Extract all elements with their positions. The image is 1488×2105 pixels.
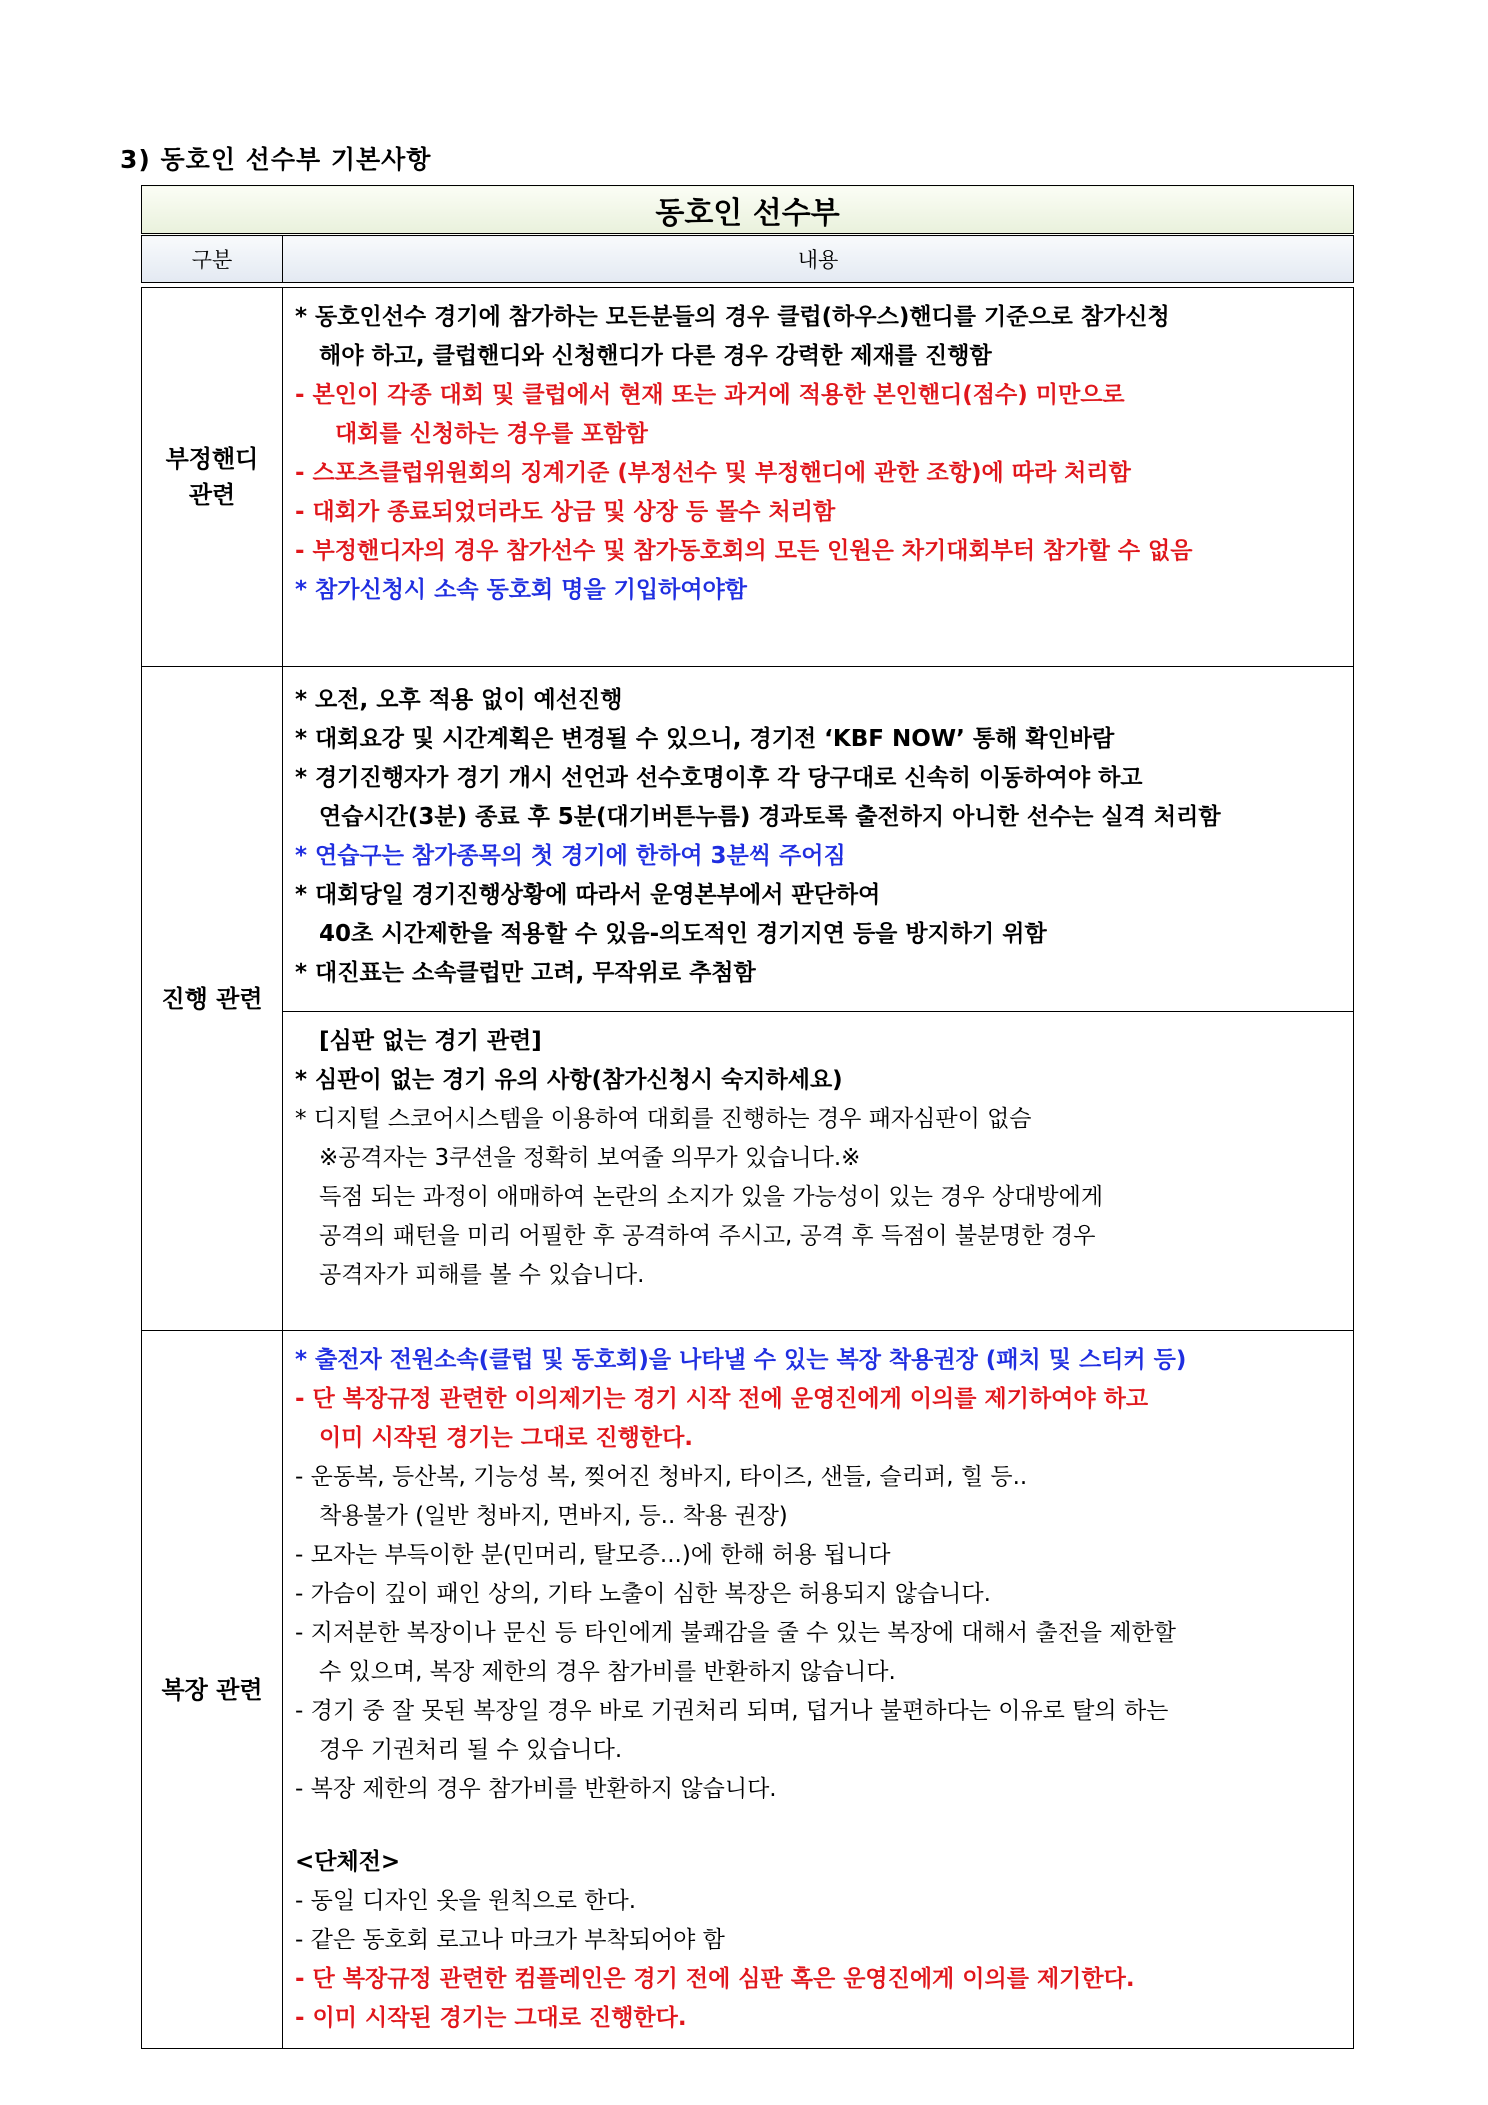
content-line: - 모자는 부득이한 분(민머리, 탈모증...)에 한해 허용 됩니다 <box>295 1542 891 1568</box>
content-line: * 동호인선수 경기에 참가하는 모든분들의 경우 클럽(하우스)핸디를 기준으로 참가신청 <box>295 304 1170 330</box>
content-line: * 출전자 전원소속(클럽 및 동호회)을 나타낼 수 있는 복장 착용권장 (패치 및 스티커 등) <box>295 1347 1187 1373</box>
content-line: 연습시간(3분) 종료 후 5분(대기버튼누름) 경과토록 출전하지 아니한 선수는 실격 처리함 <box>319 804 1221 830</box>
content-line: - 스포츠클럽위원회의 징계기준 (부정선수 및 부정핸디에 관한 조항)에 따라 처리함 <box>295 460 1131 486</box>
content-line: 해야 하고, 클럽핸디와 신청핸디가 다른 경우 강력한 제재를 진행함 <box>319 343 992 369</box>
content-line: 이미 시작된 경기는 그대로 진행한다. <box>319 1425 694 1451</box>
content-line: - 같은 동호회 로고나 마크가 부착되어야 함 <box>295 1927 725 1953</box>
content-line: * 심판이 없는 경기 유의 사항(참가신청시 숙지하세요) <box>295 1067 843 1093</box>
content-line: * 오전, 오후 적용 없이 예선진행 <box>295 687 623 713</box>
content-lines <box>295 298 1345 610</box>
content-line: 공격의 패턴을 미리 어필한 후 공격하여 주시고, 공격 후 득점이 불분명한 경우 <box>319 1223 1096 1249</box>
content-line: - 복장 제한의 경우 참가비를 반환하지 않습니다. <box>295 1776 777 1802</box>
content-line: 공격자가 피해를 볼 수 있습니다. <box>319 1262 645 1288</box>
content-cell <box>283 667 1354 1012</box>
content-line: 수 있으며, 복장 제한의 경우 참가비를 반환하지 않습니다. <box>319 1659 896 1685</box>
content-line: * 경기진행자가 경기 개시 선언과 선수호명이후 각 당구대로 신속히 이동하여야 하고 <box>295 765 1143 791</box>
content-line: - 경기 중 잘 못된 복장일 경우 바로 기권처리 되며, 덥거나 불편하다는 이유로 탈의 하는 <box>295 1698 1169 1724</box>
content-lines <box>295 1341 1345 2038</box>
category-label: 진행 관련 <box>161 984 263 1013</box>
content-line: - 이미 시작된 경기는 그대로 진행한다. <box>295 2005 687 2031</box>
content-line: [심판 없는 경기 관련] <box>319 1028 542 1054</box>
content-line: * 대회요강 및 시간계획은 변경될 수 있으니, 경기전 ‘KBF NOW’ 통해 확인바람 <box>295 726 1115 752</box>
category-cell <box>142 667 283 1331</box>
content-line: - 대회가 종료되었더라도 상금 및 상장 등 몰수 처리함 <box>295 499 836 525</box>
section-row-handicap <box>142 288 1354 667</box>
content-line: * 디지털 스코어시스템을 이용하여 대회를 진행하는 경우 패자심판이 없슴 <box>295 1106 1032 1132</box>
content-line: 경우 기권처리 될 수 있습니다. <box>319 1737 623 1763</box>
col-header-category: 구분 <box>142 235 283 283</box>
category-cell <box>142 1331 283 2049</box>
content-line: ※공격자는 3쿠션을 정확히 보여줄 의무가 있습니다.※ <box>319 1145 861 1171</box>
content-line: * 대회당일 경기진행상황에 따라서 운영본부에서 판단하여 <box>295 882 881 908</box>
content-cell <box>283 288 1354 667</box>
content-line: 득점 되는 과정이 애매하여 논란의 소지가 있을 가능성이 있는 경우 상대방에게 <box>319 1184 1104 1210</box>
content-line: 40초 시간제한을 적용할 수 있음-의도적인 경기지연 등을 방지하기 위함 <box>319 921 1047 947</box>
table-title: 동호인 선수부 <box>142 186 1354 235</box>
category-cell <box>142 288 283 667</box>
content-line: - 본인이 각종 대회 및 클럽에서 현재 또는 과거에 적용한 본인핸디(점수) 미만으로 <box>295 382 1125 408</box>
content-line: 착용불가 (일반 청바지, 면바지, 등.. 착용 권장) <box>319 1503 788 1529</box>
rules-table <box>141 185 1354 2049</box>
content-line: - 지저분한 복장이나 문신 등 타인에게 불쾌감을 줄 수 있는 복장에 대해서 출전을 제한할 <box>295 1620 1176 1646</box>
category-label: 부정핸디 관련 <box>165 445 259 509</box>
content-line: - 단 복장규정 관련한 컴플레인은 경기 전에 심판 혹은 운영진에게 이의를 제기한다. <box>295 1966 1135 1992</box>
content-line <box>295 1809 1345 1843</box>
col-header-content: 내용 <box>283 235 1354 283</box>
content-cell <box>283 1012 1354 1331</box>
content-cell <box>283 1331 1354 2049</box>
section-heading: 3) 동호인 선수부 기본사항 <box>120 145 432 174</box>
section-row-dress <box>142 1331 1354 2049</box>
content-line: - 부정핸디자의 경우 참가선수 및 참가동호회의 모든 인원은 차기대회부터 참가할 수 없음 <box>295 538 1193 564</box>
content-line: * 대진표는 소속클럽만 고려, 무작위로 추첨함 <box>295 960 756 986</box>
content-line: - 운동복, 등산복, 기능성 복, 찢어진 청바지, 타이즈, 샌들, 슬리퍼, 힐 등.. <box>295 1464 1028 1490</box>
section-row-progress <box>142 667 1354 1012</box>
category-label: 복장 관련 <box>161 1675 263 1704</box>
content-line: * 참가신청시 소속 동호회 명을 기입하여야함 <box>295 577 747 603</box>
content-lines <box>295 1022 1345 1295</box>
content-line: - 단 복장규정 관련한 이의제기는 경기 시작 전에 운영진에게 이의를 제기하여야 하고 <box>295 1386 1149 1412</box>
content-line: * 연습구는 참가종목의 첫 경기에 한하여 3분씩 주어짐 <box>295 843 846 869</box>
content-line: - 가슴이 깊이 패인 상의, 기타 노출이 심한 복장은 허용되지 않습니다. <box>295 1581 991 1607</box>
content-line: <단체전> <box>295 1849 401 1875</box>
section-row-progress-referee <box>142 1012 1354 1331</box>
content-line: - 동일 디자인 옷을 원칙으로 한다. <box>295 1888 636 1914</box>
content-lines <box>295 681 1345 993</box>
content-line: 대회를 신청하는 경우를 포함함 <box>335 421 648 447</box>
